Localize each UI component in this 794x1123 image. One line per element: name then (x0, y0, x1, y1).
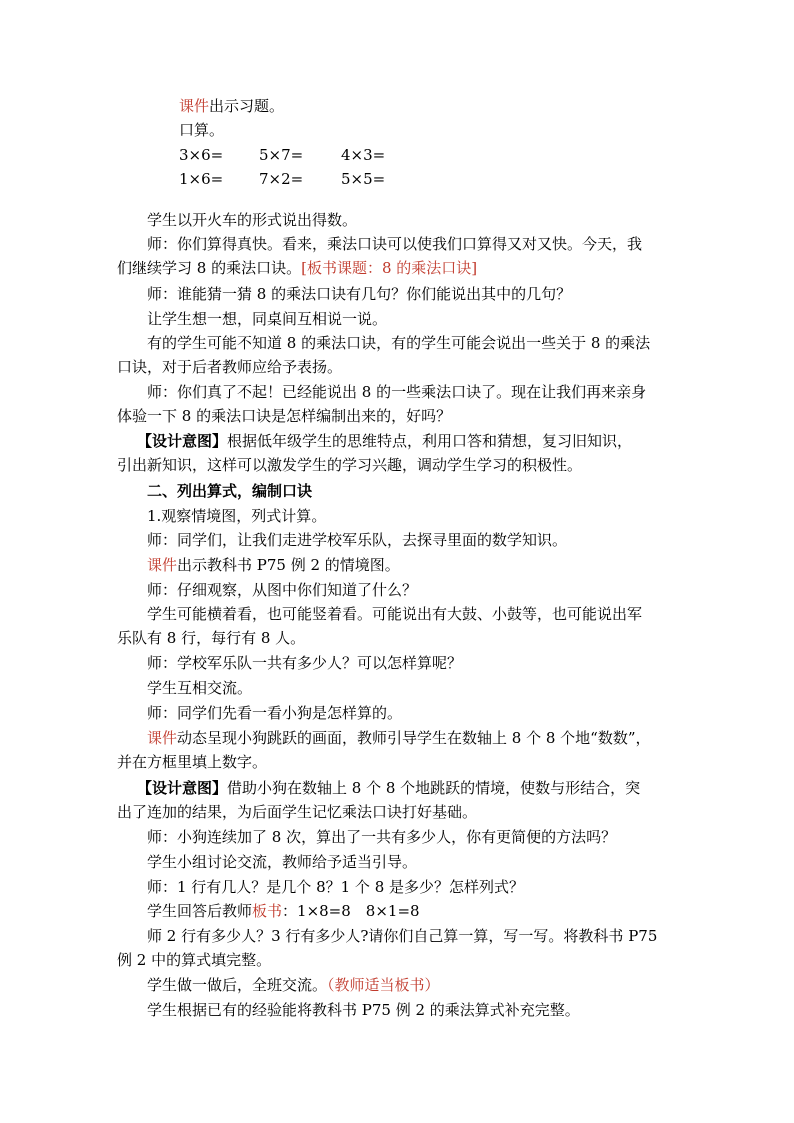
paragraph-continued: 例 2 中的算式填完整。 (117, 951, 272, 969)
design-intent-label: 【设计意图】 (137, 432, 228, 450)
paragraph: 学生根据已有的经验能将教科书 P75 例 2 的乘法算式补充完整。 (147, 1001, 580, 1019)
design-intent-2: 【设计意图】借助小狗在数轴上 8 个 8 个地跳跃的情境，使数与形结合，突 (137, 779, 641, 797)
paragraph: 让学生想一想，同桌间互相说一说。 (147, 310, 388, 328)
courseware-tag: 课件 (147, 729, 178, 747)
section-heading: 二、列出算式，编制口诀 (147, 482, 313, 500)
paragraph: 课件动态呈现小狗跳跃的画面，教师引导学生在数轴上 8 个 8 个地“数数”， (147, 729, 651, 747)
paragraph: 课件出示教科书 P75 例 2 的情境图。 (147, 556, 400, 574)
paragraph: 师：1 行有几人？是几个 8？1 个 8 是多少？怎样列式？ (147, 878, 525, 896)
paragraph: 师：你们算得真快。看来，乘法口诀可以使我们口算得又对又快。今天，我 (147, 235, 643, 253)
paragraph: 学生回答后教师板书：1×8=8 8×1=8 (147, 902, 420, 920)
paragraph: 师：同学们，让我们走进学校军乐队，去探寻里面的数学知识。 (147, 531, 568, 549)
paragraph: 师：同学们先看一看小狗是怎样算的。 (147, 704, 403, 722)
paragraph: 师：学校军乐队一共有多少人？可以怎样算呢？ (147, 654, 463, 672)
paragraph: 学生以开火车的形式说出得数。 (147, 211, 358, 229)
paragraph: 师：你们真了不起！已经能说出 8 的一些乘法口诀了。现在让我们再来亲身 (147, 383, 647, 401)
paragraph-continued: 出了连加的结果，为后面学生记忆乘法口诀打好基础。 (117, 803, 478, 821)
paragraph-continued: 们继续学习 8 的乘法口诀。[板书课题：8 的乘法口诀] (117, 259, 478, 277)
paragraph: 学生互相交流。 (147, 679, 253, 697)
paragraph: 学生小组讨论交流，教师给予适当引导。 (147, 853, 418, 871)
intro-line-1: 课件出示习题。 (179, 97, 285, 115)
courseware-tag: 课件 (147, 556, 178, 574)
paragraph: 师：谁能猜一猜 8 的乘法口诀有几句？你们能说出其中的几句？ (147, 285, 572, 303)
paragraph: 1.观察情境图，列式计算。 (147, 507, 327, 525)
paragraph: 师 2 行有多少人？3 行有多少人?请你们自己算一算，写一写。将教科书 P75 (147, 927, 658, 945)
paragraph: 学生做一做后，全班交流。（教师适当板书） (147, 976, 440, 994)
exercise-row-1: 3×6= 5×7= 4×3= (179, 146, 386, 164)
paragraph: 学生可能横着看，也可能竖着看。可能说出有大鼓、小鼓等，也可能说出军 (147, 605, 643, 623)
exercise-row-2: 1×6= 7×2= 5×5= (179, 170, 386, 188)
board-title: [板书课题：8 的乘法口诀] (301, 259, 478, 277)
board-tag: 板书 (252, 902, 283, 920)
design-intent-1: 【设计意图】根据低年级学生的思维特点，利用口答和猜想，复习旧知识， (137, 432, 633, 450)
paragraph-continued: 体验一下 8 的乘法口诀是怎样编制出来的，好吗？ (117, 407, 452, 425)
paragraph-continued: 并在方框里填上数字。 (117, 753, 268, 771)
paragraph-continued: 引出新知识，这样可以激发学生的学习兴趣，调动学生学习的积极性。 (117, 456, 583, 474)
paragraph-continued: 乐队有 8 行，每行有 8 人。 (117, 629, 306, 647)
paragraph-continued: 口诀，对于后者教师应给予表扬。 (117, 358, 343, 376)
courseware-tag: 课件 (179, 97, 210, 115)
design-intent-label: 【设计意图】 (137, 779, 228, 797)
paragraph: 师：小狗连续加了 8 次，算出了一共有多少人，你有更简便的方法吗？ (147, 828, 617, 846)
paragraph: 有的学生可能不知道 8 的乘法口诀，有的学生可能会说出一些关于 8 的乘法 (147, 334, 651, 352)
intro-line-2: 口算。 (179, 121, 225, 139)
paragraph: 师：仔细观察，从图中你们知道了什么？ (147, 581, 418, 599)
board-note: （教师适当板书） (327, 976, 440, 994)
